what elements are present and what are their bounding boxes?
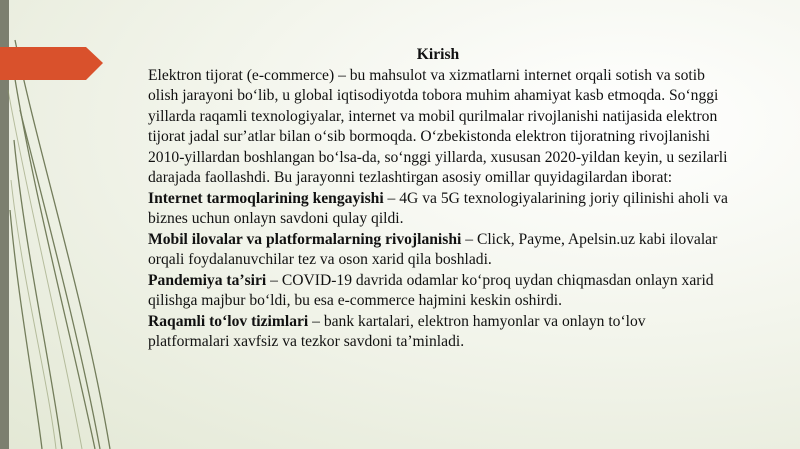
point-mobile-apps: [148, 230, 728, 271]
point-text: – 4G va 5G texnologiyalarining joriy qilinishi aholi va biznes uchun onlayn savdoni qulay qildi.: [148, 189, 728, 227]
accent-arrow-shape: [0, 47, 103, 80]
point-term: Pandemiya taʼsiri: [148, 271, 267, 289]
point-internet: [148, 189, 728, 230]
point-text: – bank kartalari, elektron hamyonlar va onlayn toʻlov platformalari xavfsiz va tezkor savdoni taʼminladi.: [148, 312, 646, 350]
point-term: Raqamli toʻlov tizimlari: [148, 312, 309, 330]
point-term: Internet tarmoqlarining kengayishi: [148, 189, 384, 207]
point-text: – COVID-19 davrida odamlar koʻproq uydan chiqmasdan onlayn xarid qilishga majbur boʻldi, bu esa e-commerce hajmini keskin oshirdi.: [148, 271, 714, 309]
point-text: – Click, Payme, Apelsin.uz kabi ilovalar orqali foydalanuvchilar tez va oson xarid qila boshladi.: [148, 230, 718, 268]
slide-title: Kirish: [416, 46, 460, 63]
point-payments: [148, 312, 728, 353]
intro-paragraph: Elektron tijorat (e-commerce) – bu mahsulot va xizmatlarni internet orqali sotish va sotib olish jarayoni boʻlib, u global iqtisodiyotda tobora muhim ahamiyat kasb etmoqda. Soʻnggi yillarda raqamli texnologiyalar, internet va mobil qurilmalar rivojlanishi natijasida elektron tijorat jadal surʼatlar bilan oʻsib bormoqda. Oʻzbekistonda elektron tijoratning rivojlanishi 2010-yillardan boshlangan boʻlsa-da, soʻnggi yillarda, xususan 2020-yildan keyin, u sezilarli darajada faollashdi. Bu jarayonni tezlashtirgan asosiy omillar quyidagilardan iborat:: [148, 66, 728, 186]
point-term: Mobil ilovalar va platformalarning rivojlanishi: [148, 230, 462, 248]
slide-content: [148, 45, 728, 353]
point-pandemic: [148, 271, 728, 312]
